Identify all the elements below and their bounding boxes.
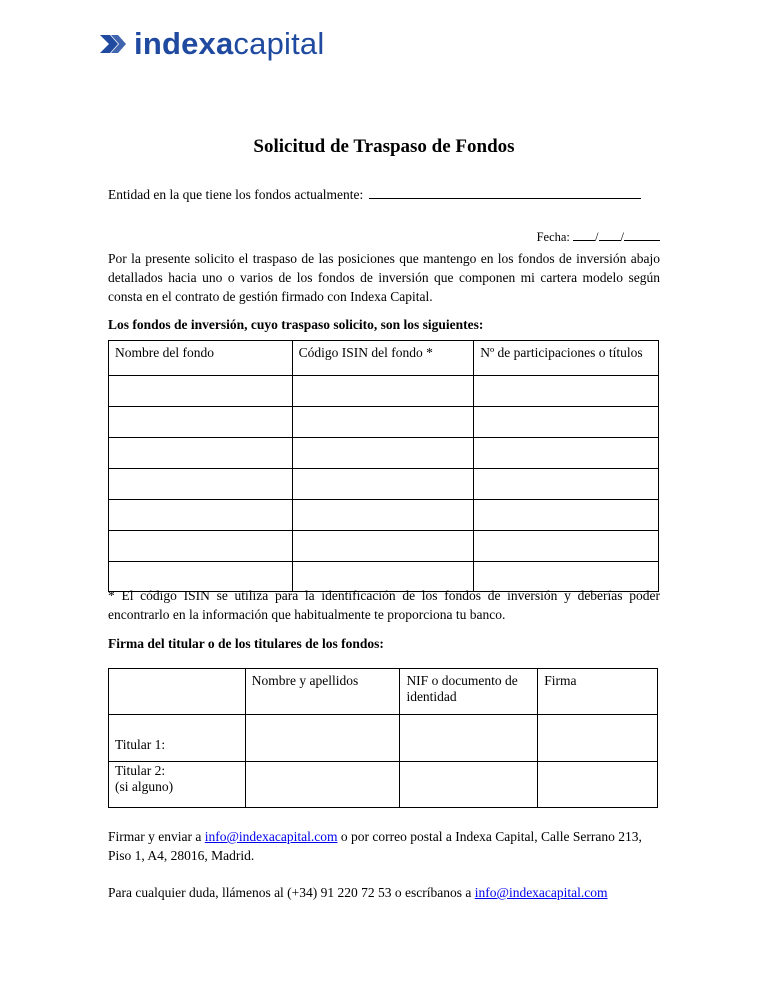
document-title: Solicitud de Traspaso de Fondos	[253, 136, 515, 157]
contact-email-link[interactable]: info@indexacapital.com	[474, 885, 608, 900]
fund-name-cell[interactable]	[109, 469, 293, 500]
holder-2-id-cell[interactable]	[400, 762, 538, 808]
signature-header-name: Nombre y apellidos	[245, 669, 400, 715]
contact-line	[108, 883, 688, 902]
signature-header-id: NIF o documento de identidad	[400, 669, 538, 715]
signature-header-blank	[109, 669, 246, 715]
holder-2-name-cell[interactable]	[245, 762, 400, 808]
signature-table	[108, 668, 658, 808]
holder-2-signature-cell[interactable]	[538, 762, 658, 808]
signature-table-header	[109, 669, 658, 715]
fund-units-cell[interactable]	[474, 438, 659, 469]
fund-units-cell[interactable]	[474, 407, 659, 438]
contact-prefix: Para cualquier duda, llámenos al (+34) 91 220 72 53 o escríbanos a	[108, 885, 472, 900]
fund-isin-cell[interactable]	[292, 469, 474, 500]
entity-row	[108, 184, 660, 204]
table-row	[109, 762, 658, 808]
entity-field-line[interactable]	[369, 184, 641, 199]
fund-name-cell[interactable]	[109, 531, 293, 562]
date-separator: /	[620, 230, 624, 244]
entity-label: Entidad en la que tiene los fondos actualmente:	[108, 187, 364, 202]
fund-isin-cell[interactable]	[292, 407, 474, 438]
fund-units-cell[interactable]	[474, 500, 659, 531]
funds-table	[108, 340, 659, 592]
send-suffix: o por correo postal a Indexa Capital, Calle Serrano 213, Piso 1, A4, 28016, Madrid.	[108, 829, 642, 863]
fund-isin-cell[interactable]	[292, 438, 474, 469]
intro-paragraph: Por la presente solicito el traspaso de las posiciones que mantengo en los fondos de inversión abajo detallados hacia uno o varios de los fondos de inversión que componen mi cartera modelo según consta en el contrato de gestión firmado con Indexa Capital.	[108, 251, 660, 304]
logo-text-bold: indexa	[134, 26, 234, 61]
signature-header-signature: Firma	[538, 669, 658, 715]
table-row	[109, 376, 659, 407]
holder-2-label	[109, 762, 246, 808]
funds-heading: Los fondos de inversión, cuyo traspaso solicito, son los siguientes:	[108, 317, 484, 332]
indexa-capital-logo	[98, 26, 324, 62]
holder-1-name-cell[interactable]	[245, 715, 400, 762]
holder-2-label-sub: (si alguno)	[115, 779, 174, 794]
fund-name-cell[interactable]	[109, 500, 293, 531]
holder-1-label-text: Titular 1:	[115, 737, 166, 752]
date-month-line[interactable]	[599, 228, 621, 241]
fund-units-cell[interactable]	[474, 531, 659, 562]
signature-heading: Firma del titular o de los titulares de los fondos:	[108, 636, 384, 651]
holder-2-label-text: Titular 2:	[115, 763, 166, 778]
funds-header-isin: Código ISIN del fondo *	[292, 341, 474, 376]
fund-isin-cell[interactable]	[292, 500, 474, 531]
indexa-logo-icon	[98, 31, 128, 57]
date-separator: /	[595, 230, 599, 244]
table-row	[109, 715, 658, 762]
fund-isin-cell[interactable]	[292, 531, 474, 562]
fund-isin-cell[interactable]	[292, 376, 474, 407]
date-year-line[interactable]	[624, 228, 660, 241]
fund-name-cell[interactable]	[109, 407, 293, 438]
fund-units-cell[interactable]	[474, 376, 659, 407]
funds-header-units: Nº de participaciones o títulos	[474, 341, 659, 376]
date-label: Fecha:	[536, 230, 570, 244]
logo-text-light: capital	[233, 26, 325, 61]
logo-text	[134, 26, 324, 62]
table-row	[109, 407, 659, 438]
holder-1-id-cell[interactable]	[400, 715, 538, 762]
holder-1-signature-cell[interactable]	[538, 715, 658, 762]
funds-header-name: Nombre del fondo	[109, 341, 293, 376]
fund-name-cell[interactable]	[109, 438, 293, 469]
fund-units-cell[interactable]	[474, 469, 659, 500]
isin-note: * El código ISIN se utiliza para la identificación de los fondos de inversión y deberías poder encontrarlo en la información que habitualmente te proporciona tu banco.	[108, 588, 660, 622]
holder-1-label	[109, 715, 246, 762]
fund-name-cell[interactable]	[109, 376, 293, 407]
send-prefix: Firmar y enviar a	[108, 829, 202, 844]
funds-table-header	[109, 341, 659, 376]
table-row	[109, 469, 659, 500]
table-row	[109, 438, 659, 469]
date-row	[536, 228, 660, 245]
send-instructions	[108, 827, 668, 865]
table-row	[109, 500, 659, 531]
date-day-line[interactable]	[573, 228, 595, 241]
table-row	[109, 531, 659, 562]
send-email-link[interactable]: info@indexacapital.com	[204, 829, 338, 844]
